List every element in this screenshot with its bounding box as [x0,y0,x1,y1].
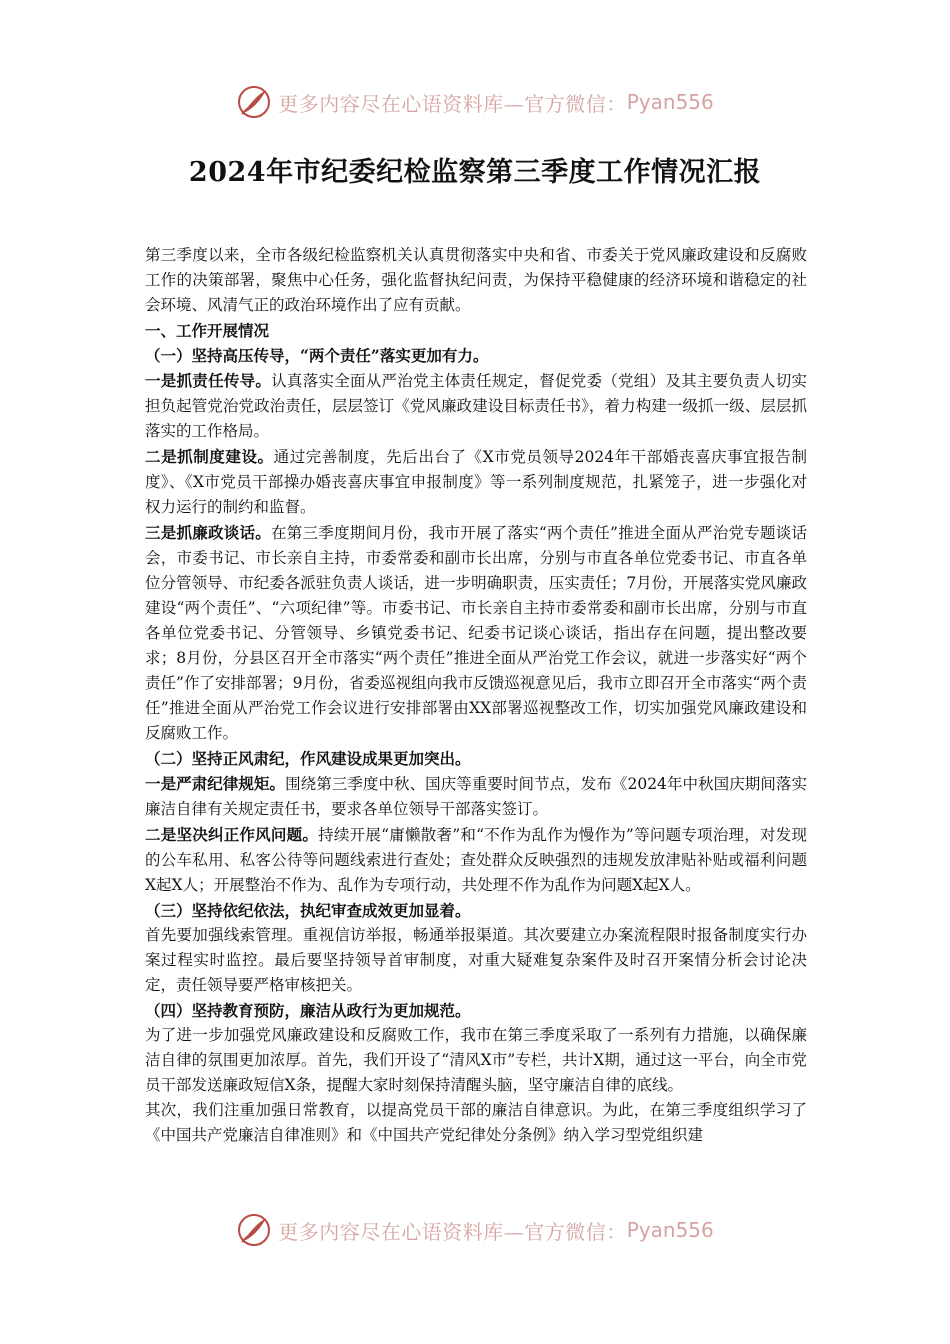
body-paragraph [145,822,807,898]
paragraph-lead: 三是抓廉政谈话。 [145,523,272,542]
page-title: 2024年市纪委纪检监察第三季度工作情况汇报 [188,157,762,188]
section-heading: （四）坚持教育预防，廉洁从政行为更加规范。 [145,1001,471,1020]
paragraph-lead: 一是严肃纪律规矩。 [145,774,286,793]
paragraph-text: 第三季度以来，全市各级纪检监察机关认真贯彻落实中央和省、市委关于党风廉政建设和反腐败工作的决策部署，聚焦中心任务，强化监督执纪问责，为保持平稳健康的经济环境和谐稳定的社会环境、风清气正的政治环境作出了应有贡献。 [145,246,807,314]
banner-text: 更多内容尽在心语资料库—官方微信： [278,1219,627,1244]
paragraph-text: 持续开展“庸懒散奢”和“不作为乱作为慢作为”等问题专项治理，对发现的公车私用、私客公待等问题线索进行查处；查处群众反映强烈的违规发放津贴补贴或福利问题X起X人；开展整治不作为、乱作为专项行动，共处理不作为乱作为问题X起X人。 [145,826,807,894]
paragraph-lead: 一是抓责任传导。 [145,371,272,390]
banner-wechat-id: Pyan556 [626,1218,714,1242]
body-paragraph [145,520,807,746]
report-body [145,243,807,1148]
body-paragraph [145,923,807,998]
section-heading: 一、工作开展情况 [145,321,270,340]
section-heading: （三）坚持依纪依法，执纪审查成效更加显着。 [145,901,471,920]
paragraph-text: 通过完善制度，先后出台了《X市党员领导2024年干部婚丧喜庆事宜报告制度》、《X市党员干部操办婚丧喜庆事宜申报制度》等一系列制度规范，扎紧笼子，进一步强化对权力运行的制约和监督。 [145,448,807,516]
quill-logo-icon [236,1212,272,1248]
header-banner [0,82,950,122]
section-heading: （二）坚持正风肃纪，作风建设成果更加突出。 [145,749,471,768]
paragraph-text: 为了进一步加强党风廉政建设和反腐败工作，我市在第三季度采取了一系列有力措施，以确保廉洁自律的氛围更加浓厚。首先，我们开设了“清风X市”专栏，共计X期，通过这一平台，向全市党员干部发送廉政短信X条，提醒大家时刻保持清醒头脑，坚守廉洁自律的底线。 [145,1026,807,1094]
body-paragraph [145,1023,807,1098]
paragraph-text: 在第三季度期间月份，我市开展了落实“两个责任”推进全面从严治党专题谈话会，市委书记、市长亲自主持，市委常委和副市长出席，分别与市直各单位党委书记、市直各单位分管领导、市纪委各派驻负责人谈话，进一步明确职责，压实责任；7月份，开展落实党风廉政建设“两个责任”、“六项纪律”等。市委书记、市长亲自主持市委常委和副市长出席，分别与市直各单位党委书记、分管领导、乡镇党委书记、纪委书记谈心谈话，指出存在问题，提出整改要求；8月份，分县区召开全市落实“两个责任”推进全面从严治党工作会议，就进一步落实好“两个责任”作了安排部署；9月份，省委巡视组向我市反馈巡视意见后，我市立即召开全市落实“两个责任”推进全面从严治党工作会议进行安排部署由XX部署巡视整改工作，切实加强党风廉政建设和反腐败工作。 [145,524,807,742]
banner-wechat-id: Pyan556 [626,90,714,114]
quill-logo-icon [236,84,272,120]
body-paragraph [145,444,807,520]
paragraph-text: 首先要加强线索管理。重视信访举报，畅通举报渠道。其次要建立办案流程限时报备制度实行办案过程实时监控。最后要坚持领导首审制度，对重大疑难复杂案件及时召开案情分析会讨论决定，责任领导要严格审核把关。 [145,926,807,994]
body-paragraph [145,368,807,444]
footer-banner [0,1210,950,1250]
paragraph-text: 围绕第三季度中秋、国庆等重要时间节点，发布《2024年中秋国庆期间落实廉洁自律有关规定责任书，要求各单位领导干部落实签订。 [145,775,807,818]
paragraph-lead: 二是抓制度建设。 [145,447,274,466]
banner-text: 更多内容尽在心语资料库—官方微信： [278,91,627,116]
paragraph-text: 认真落实全面从严治党主体责任规定，督促党委（党组）及其主要负责人切实担负起管党治党政治责任，层层签订《党风廉政建设目标责任书》，着力构建一级抓一级、层层抓落实的工作格局。 [145,372,807,440]
paragraph-text: 其次，我们注重加强日常教育，以提高党员干部的廉洁自律意识。为此，在第三季度组织学习了《中国共产党廉洁自律准则》和《中国共产党纪律处分条例》纳入学习型党组织建 [145,1101,807,1144]
body-paragraph [145,1098,807,1148]
paragraph-lead: 二是坚决纠正作风问题。 [145,825,319,844]
body-paragraph [145,243,807,318]
body-paragraph [145,771,807,822]
section-heading: （一）坚持高压传导，“两个责任”落实更加有力。 [145,346,489,365]
